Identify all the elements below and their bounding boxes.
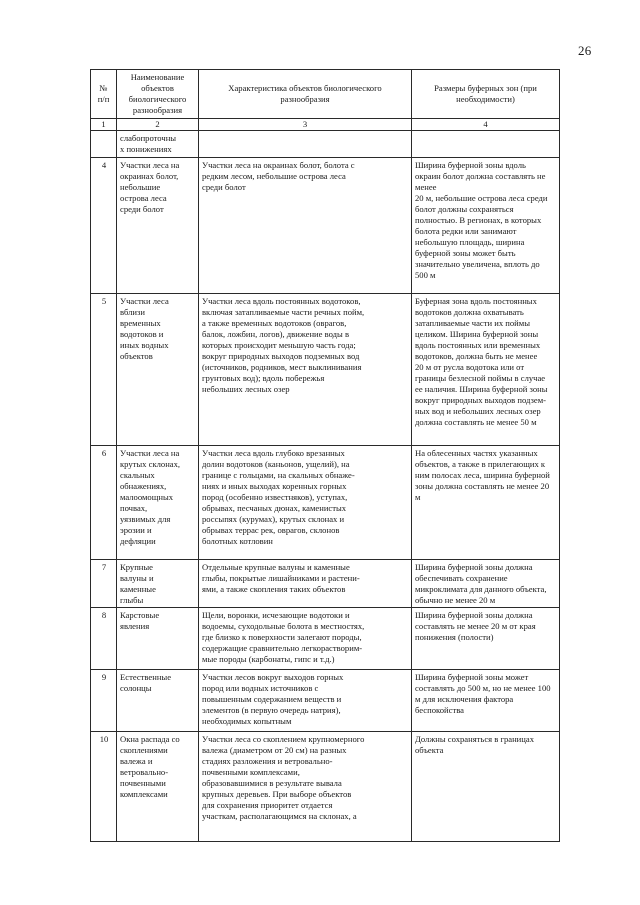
text-line: значительно увеличена, вплоть до — [415, 259, 540, 270]
table-row — [91, 445, 560, 559]
text-line: водотоков и — [120, 328, 164, 339]
text-line: микроклимата для данного объекта, — [415, 583, 547, 594]
page-number: 26 — [578, 43, 592, 58]
header-col-buffer — [412, 70, 560, 119]
text-line: 20 м от русла водотока или от — [415, 362, 525, 373]
buffer-zone-size — [412, 669, 560, 731]
object-name — [117, 669, 199, 731]
text-line: Естественные — [120, 671, 172, 682]
text-line: небольших лесных озер — [202, 384, 290, 395]
object-name — [117, 607, 199, 669]
text-line: Крупные — [120, 561, 153, 572]
text-line: ним полосах леса, ширина буферной — [415, 469, 550, 480]
text-line: грунтовых вод); вдоль побережья — [202, 373, 325, 384]
text-line: слабопроточны — [120, 132, 177, 143]
table-row — [91, 293, 560, 445]
text-line: ее наличия. Ширина буферной зоны — [415, 384, 548, 395]
table-row — [91, 607, 560, 669]
text-line: ветровально- — [120, 767, 169, 778]
row-number: 9 — [91, 669, 117, 731]
object-characteristic — [199, 130, 412, 157]
text-line: острова леса — [120, 192, 167, 203]
text-line: Участки леса вдоль глубоко врезанных — [202, 447, 345, 458]
text-line: солонцы — [120, 683, 152, 694]
text-line: зоны должна составлять не менее 20 — [415, 480, 550, 491]
table-row — [91, 669, 560, 731]
text-line: необходимых копытным — [202, 716, 292, 727]
text-line: болот должны сохраняться — [415, 203, 514, 214]
text-line: обрывах, песчаных дюнах, каменистых — [202, 503, 347, 514]
column-number-row — [91, 119, 560, 130]
buffer-zone-size — [412, 130, 560, 157]
text-line: для сохранения приоритет отдается — [202, 800, 333, 811]
text-line: разнообразия — [132, 105, 183, 116]
buffer-zone-size — [412, 607, 560, 669]
text-line: долин водотоков (каньонов, ущелий), на — [202, 458, 350, 469]
text-line: элементов (в первую очередь натрия), — [202, 705, 341, 716]
text-line: болота редки или занимают — [415, 226, 517, 237]
text-line: водотоков, должна быть не менее — [415, 351, 538, 362]
text-line: ниях и иных выходах коренных горных — [202, 480, 347, 491]
text-line: эрозии и — [120, 525, 152, 536]
text-line: небольшие — [120, 181, 161, 192]
table-row — [91, 130, 560, 157]
text-line: валежа (диаметром от 20 см) на разных — [202, 745, 347, 756]
text-line: почвенными — [120, 778, 166, 789]
table-row — [91, 157, 560, 293]
text-line: каменные — [120, 583, 156, 594]
text-line: водоемы, суходольные болота в местностях, — [202, 621, 365, 632]
text-line: объектов — [141, 83, 174, 94]
text-line: Должны сохраняться в границах — [415, 733, 534, 744]
text-line: Буферная зона вдоль постоянных — [415, 295, 537, 306]
object-name — [117, 157, 199, 293]
text-line: Характеристика объектов биологического — [228, 83, 382, 94]
text-line: Участки леса на — [120, 159, 180, 170]
row-number: 7 — [91, 559, 117, 607]
text-line: целиком. Ширина буферной зоны — [415, 328, 539, 339]
text-line: пород или водных источников с — [202, 683, 319, 694]
text-line: малоомощных — [120, 491, 174, 502]
text-line: Наименование — [130, 72, 185, 82]
text-line: должна составлять не менее 50 м — [415, 417, 537, 428]
text-line: 500 м — [415, 270, 436, 281]
text-line: На облесенных частях указанных — [415, 447, 538, 458]
column-number: 4 — [412, 119, 560, 130]
text-line: менее — [415, 181, 437, 192]
row-number: 6 — [91, 445, 117, 559]
text-line: водотоков должна охватывать — [415, 306, 524, 317]
header-col-characteristic — [199, 70, 412, 119]
text-line: 20 м, небольшие острова леса среди — [415, 192, 548, 203]
text-line: Участки леса вдоль постоянных водотоков, — [202, 295, 361, 306]
text-line: м — [415, 491, 421, 502]
text-line: вдоль постоянных или временных — [415, 339, 541, 350]
text-line: Карстовые — [120, 609, 160, 620]
text-line: обнажениях, — [120, 480, 167, 491]
object-name — [117, 445, 199, 559]
text-line: границы безлесной поймы в случае — [415, 373, 546, 384]
text-line: включая затапливаемые части речных пойм, — [202, 306, 365, 317]
text-line: Участки леса со скоплением крупномерного — [202, 733, 365, 744]
text-line: содержащие сравнительно легкорастворим- — [202, 643, 363, 654]
text-line: ных вод и небольших лесных озер — [415, 406, 541, 417]
text-line: комплексами — [120, 789, 168, 800]
text-line: балок, ложбин, логов), движение воды в — [202, 328, 350, 339]
text-line: среди болот — [120, 203, 164, 214]
biodiversity-table — [90, 69, 560, 842]
text-line: буферной зоны может быть — [415, 248, 516, 259]
text-line: стадиях разложения и ветровально- — [202, 756, 333, 767]
row-number — [91, 130, 117, 157]
table-row — [91, 731, 560, 841]
text-line: скоплениями — [120, 745, 168, 756]
text-line: валуны и — [120, 572, 154, 583]
text-line: крупных деревьев. При выборе объектов — [202, 789, 352, 800]
row-number: 5 — [91, 293, 117, 445]
text-line: Участки леса на — [120, 447, 180, 458]
object-characteristic — [199, 607, 412, 669]
object-characteristic — [199, 445, 412, 559]
object-name — [117, 731, 199, 841]
text-line: почвенными комплексами, — [202, 767, 300, 778]
text-line: п/п — [97, 94, 110, 105]
column-number: 1 — [91, 119, 117, 130]
header-col-name — [117, 70, 199, 119]
text-line: обеспечивать сохранение — [415, 572, 508, 583]
object-characteristic — [199, 559, 412, 607]
column-number: 2 — [117, 119, 199, 130]
text-line: почвах, — [120, 503, 148, 514]
text-line: вблизи — [120, 306, 145, 317]
text-line: Размеры буферных зон (при — [434, 83, 537, 94]
text-line: ями, а также скопления таких объектов — [202, 583, 346, 594]
buffer-zone-size — [412, 293, 560, 445]
text-line: обычно не менее 20 м — [415, 594, 496, 605]
text-line: явления — [120, 621, 150, 632]
object-characteristic — [199, 293, 412, 445]
text-line: временных — [120, 317, 161, 328]
text-line: редким лесом, небольшие острова леса — [202, 170, 346, 181]
text-line: полностью. В регионах, в которых — [415, 215, 542, 226]
buffer-zone-size — [412, 445, 560, 559]
text-line: среди болот — [202, 181, 246, 192]
text-line: повышенным содержанием веществ и — [202, 694, 342, 705]
text-line: Отдельные крупные валуны и каменные — [202, 561, 350, 572]
text-line: пород (особенно известняков), уступах, — [202, 491, 348, 502]
text-line: Щели, воронки, исчезающие водотоки и — [202, 609, 350, 620]
row-number: 8 — [91, 607, 117, 669]
object-characteristic — [199, 669, 412, 731]
text-line: окраинах болот, — [120, 170, 179, 181]
header-col-number — [91, 70, 117, 119]
text-line: дефляции — [120, 536, 156, 547]
text-line: уязвимых для — [120, 514, 171, 525]
buffer-zone-size — [412, 157, 560, 293]
text-line: Ширина буферной зоны должна — [415, 609, 533, 620]
text-line: затапливаемые части их поймы — [415, 317, 530, 328]
object-characteristic — [199, 157, 412, 293]
text-line: х понижениях — [120, 143, 172, 154]
text-line: глыбы, покрытые лишайниками и растени- — [202, 572, 360, 583]
object-name — [117, 559, 199, 607]
text-line: объекта — [415, 745, 444, 756]
text-line: а также временных водотоков (оврагов, — [202, 317, 347, 328]
text-line: Ширина буферной зоны должна — [415, 561, 533, 572]
text-line: образовавшимися в результате вывала — [202, 778, 342, 789]
text-line: где близко к поверхности залегают породы, — [202, 632, 362, 643]
text-line: понижения (полости) — [415, 632, 494, 643]
table-header-row — [91, 70, 560, 119]
buffer-zone-size — [412, 731, 560, 841]
object-name — [117, 293, 199, 445]
column-number: 3 — [199, 119, 412, 130]
text-line: объектов — [120, 351, 153, 362]
text-line: (источников, родников, мест выклинивания — [202, 362, 362, 373]
object-name — [117, 130, 199, 157]
text-line: россыпях (курумах), крутых склонах и — [202, 514, 345, 525]
text-line: болотных котловин — [202, 536, 273, 547]
row-number: 4 — [91, 157, 117, 293]
text-line: вокруг природных выходов подзем- — [415, 395, 547, 406]
text-line: Окна распада со — [120, 733, 180, 744]
text-line: обрывах террас рек, оврагов, склонов — [202, 525, 340, 536]
text-line: мые породы (карбонаты, гипс и т.д.) — [202, 654, 335, 665]
text-line: № — [99, 83, 108, 94]
text-line: беспокойства — [415, 705, 464, 716]
text-line: которых происходит меньшую часть года; — [202, 339, 356, 350]
text-line: окраин болот должна составлять не — [415, 170, 546, 181]
text-line: валежа и — [120, 756, 153, 767]
object-characteristic — [199, 731, 412, 841]
text-line: биологического — [128, 94, 187, 105]
text-line: составлять до 500 м, но не менее 100 — [415, 683, 551, 694]
text-line: необходимости) — [456, 94, 515, 105]
text-line: составлять не менее 20 м от края — [415, 621, 536, 632]
text-line: Участки леса — [120, 295, 169, 306]
text-line: иных водных — [120, 339, 169, 350]
text-line: Участки лесов вокруг выходов горных — [202, 671, 344, 682]
text-line: крутых склонах, — [120, 458, 181, 469]
text-line: скальных — [120, 469, 155, 480]
text-line: участкам, располагающимся на склонах, а — [202, 811, 357, 822]
table-row — [91, 559, 560, 607]
text-line: Ширина буферной зоны может — [415, 671, 529, 682]
text-line: разнообразия — [280, 94, 330, 105]
text-line: Участки леса на окраинах болот, болота с — [202, 159, 355, 170]
text-line: глыбы — [120, 594, 144, 605]
text-line: вокруг природных выходов подземных вод — [202, 351, 360, 362]
text-line: Ширина буферной зоны вдоль — [415, 159, 526, 170]
buffer-zone-size — [412, 559, 560, 607]
text-line: границе с гольцами, на скальных обнаже- — [202, 469, 355, 480]
text-line: объектов, а также в прилегающих к — [415, 458, 546, 469]
row-number: 10 — [91, 731, 117, 841]
text-line: небольшую площадь, ширина — [415, 237, 525, 248]
text-line: м для исключения фактора — [415, 694, 514, 705]
